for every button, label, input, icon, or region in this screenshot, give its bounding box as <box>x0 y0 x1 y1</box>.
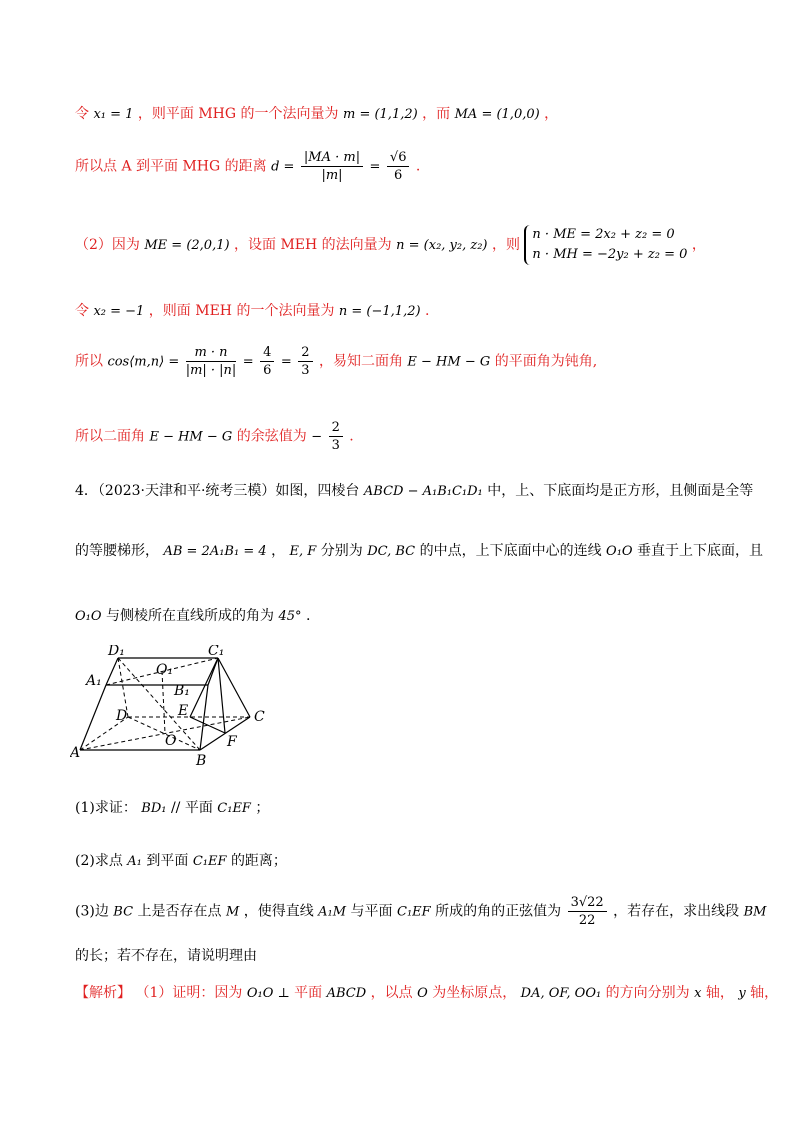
text: (3)边 <box>75 903 109 920</box>
math-x: x <box>694 986 702 1001</box>
label-b: B <box>196 753 207 769</box>
fraction-4-6 <box>260 345 274 378</box>
math-o1o: O₁O <box>606 544 633 559</box>
numerator: √6 <box>387 150 410 167</box>
text: ， <box>691 237 706 253</box>
text: 上是否存在点 <box>137 903 222 920</box>
text: 与平面 <box>350 903 393 920</box>
label-c1: C₁ <box>208 645 225 659</box>
label-o: O <box>165 733 177 749</box>
numerator: m · n <box>186 345 237 362</box>
label-o1: O₁ <box>156 662 174 678</box>
text: 的方向分别为 <box>605 985 690 1001</box>
math-vector-n: n = (−1,1,2) <box>338 304 421 319</box>
solution-line-answer <box>75 420 354 453</box>
math-o1o-perp: O₁O ⊥ <box>246 986 290 1001</box>
segment-c1e <box>190 658 218 717</box>
equation-1: n · ME = 2x₂ + z₂ = 0 <box>532 227 675 242</box>
frustum-figure <box>70 645 280 775</box>
numerator: 2 <box>329 420 343 437</box>
fraction-cos <box>186 345 237 378</box>
math-ef: E, F <box>289 544 317 559</box>
numerator: |MA · m| <box>301 150 363 167</box>
numerator: 2 <box>298 345 312 362</box>
math-cos: cos⟨m,n⟩ = <box>107 354 180 370</box>
text: (2)求点 <box>75 853 123 869</box>
text: 4．（2023·天津和平·统考三模）如图，四棱台 <box>75 483 360 499</box>
math-o1o: O₁O <box>75 609 102 624</box>
question-4-line-2 <box>75 540 763 560</box>
label-a1: A₁ <box>86 673 102 689</box>
fraction-result <box>387 150 410 183</box>
text: . <box>415 158 421 175</box>
solution-start <box>75 982 778 1002</box>
minus: − <box>311 429 323 445</box>
text: ，若存在，求出线段 <box>613 903 740 920</box>
text: ， <box>544 106 559 122</box>
denominator: 3 <box>331 438 340 453</box>
math-d: d = <box>271 159 295 175</box>
denominator: 6 <box>394 168 403 183</box>
math-vector-m: m = (1,1,2) <box>342 107 418 122</box>
solution-line-distance <box>75 150 420 183</box>
text: ，易知二面角 <box>318 353 403 370</box>
equals: = <box>280 354 292 370</box>
text: ； <box>255 800 270 816</box>
math-m: M <box>225 904 240 920</box>
text: 到平面 <box>146 853 189 869</box>
text: . <box>425 303 430 319</box>
label-b1: B₁ <box>174 683 190 699</box>
text: 垂直于上下底面，且 <box>637 543 764 559</box>
text: 中，上、下底面均是正方形，且侧面是全等 <box>487 483 754 499</box>
text: ，以点 <box>370 985 413 1001</box>
text: 所以二面角 <box>75 428 145 445</box>
math-dihedral: E − HM − G <box>149 429 233 445</box>
fraction-sine <box>568 895 607 928</box>
math-dihedral: E − HM − G <box>407 354 491 370</box>
text: 平面 <box>294 985 323 1001</box>
label-d1: D₁ <box>108 645 125 659</box>
label-d: D <box>116 708 128 724</box>
math-a1m: A₁M <box>318 904 347 920</box>
solution-line-cosine <box>75 345 597 378</box>
math-bd1: BD₁ <box>141 801 167 816</box>
text: 的等腰梯形， <box>75 543 159 559</box>
fraction-answer <box>329 420 343 453</box>
text: 令 <box>75 106 89 122</box>
math-o: O <box>417 986 428 1001</box>
math-bc: BC <box>113 904 134 920</box>
math-c1ef: C₁EF <box>217 801 251 816</box>
math-vector-ma: MA = (1,0,0) <box>454 107 540 122</box>
denominator: 6 <box>263 363 272 378</box>
text: ， <box>271 543 286 559</box>
analysis-tag: 【解析】 <box>75 985 131 1001</box>
solution-line-part2 <box>75 225 706 265</box>
segment-o1o <box>162 671 165 733</box>
text: ，设面 MEH 的法向量为 <box>234 237 392 253</box>
math-axes-vectors: DA, OF, OO₁ <box>520 986 602 1001</box>
math-vector-me: ME = (2,0,1) <box>144 238 230 253</box>
fraction-2-3 <box>298 345 312 378</box>
math-bm: BM <box>743 904 767 920</box>
text: 所以点 A 到平面 MHG 的距离 <box>75 158 267 175</box>
numerator: 3√22 <box>568 895 607 912</box>
text: . <box>349 428 354 445</box>
equals: = <box>369 159 381 175</box>
math-abcd: ABCD <box>326 986 367 1001</box>
label-a: A <box>70 745 81 761</box>
subquestion-2 <box>75 850 287 870</box>
subquestion-1 <box>75 797 269 817</box>
math-vector-n: n = (x₂, y₂, z₂) <box>396 238 488 253</box>
text: 的中点，上下底面中心的连线 <box>419 543 602 559</box>
math-x2: x₂ = −1 <box>93 304 145 319</box>
math-ab: AB = 2A₁B₁ = 4 <box>163 544 267 559</box>
text: （1）证明：因为 <box>135 985 243 1001</box>
edge-d1a1 <box>106 658 118 685</box>
label-e: E <box>178 703 189 719</box>
label-f: F <box>227 734 237 750</box>
text: 分别为 <box>320 543 363 559</box>
math-45: 45° <box>278 609 302 624</box>
math-dc-bc: DC, BC <box>367 544 416 559</box>
text: ，使得直线 <box>243 903 314 920</box>
fraction-distance <box>301 150 363 183</box>
text: 的长；若不存在，请说明理由 <box>75 948 257 964</box>
text: // 平面 <box>170 800 213 816</box>
text: . <box>305 608 311 624</box>
text: 轴， <box>705 985 734 1001</box>
text: ，则 <box>491 237 520 253</box>
equals: = <box>242 354 254 370</box>
solution-line-normal-n <box>75 300 429 320</box>
text: 的平面角为钝角, <box>494 353 598 370</box>
text: 轴， <box>750 985 779 1001</box>
denominator: |m| · |n| <box>185 363 237 378</box>
numerator: 4 <box>260 345 274 362</box>
math-frustum: ABCD − A₁B₁C₁D₁ <box>363 484 483 499</box>
solution-line-normal-vector <box>75 103 558 123</box>
equation-2: n · MH = −2y₂ + z₂ = 0 <box>532 247 688 262</box>
text: ，则面 MEH 的一个法向量为 <box>148 303 335 319</box>
text: 令 <box>75 303 89 319</box>
question-4-line-1 <box>75 480 753 500</box>
label-c: C <box>254 709 265 725</box>
math-a1: A₁ <box>127 854 142 869</box>
text: 为坐标原点， <box>432 985 517 1001</box>
equation-system <box>524 225 687 265</box>
math-y: y <box>738 986 746 1001</box>
text: （2）因为 <box>75 237 140 253</box>
text: 所成的角的正弦值为 <box>435 903 562 920</box>
text: (1)求证： <box>75 800 137 816</box>
text: 所以 <box>75 353 103 370</box>
math-x1: x₁ = 1 <box>93 107 134 122</box>
text: 的距离； <box>230 853 287 869</box>
math-c1ef: C₁EF <box>397 904 431 920</box>
text: 的余弦值为 <box>236 428 307 445</box>
edge-a1a <box>80 685 106 750</box>
denominator: |m| <box>321 168 343 183</box>
text: ，则平面 MHG 的一个法向量为 <box>137 106 339 122</box>
denominator: 3 <box>301 363 310 378</box>
math-c1ef: C₁EF <box>192 854 227 869</box>
denominator: 22 <box>578 913 596 928</box>
question-4-line-3 <box>75 605 310 625</box>
text: ，而 <box>422 106 451 122</box>
text: 与侧棱所在直线所成的角为 <box>105 608 274 624</box>
subquestion-3-cont <box>75 945 257 965</box>
subquestion-3 <box>75 895 766 928</box>
